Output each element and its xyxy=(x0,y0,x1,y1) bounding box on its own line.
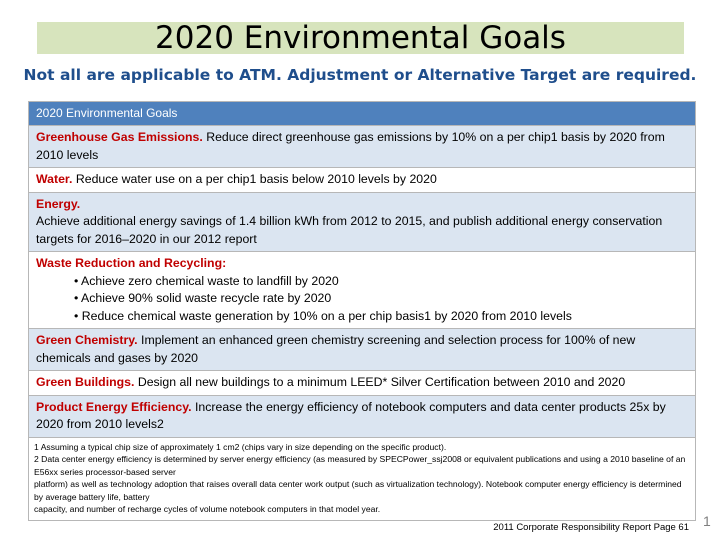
goal-bullet-list xyxy=(36,273,688,326)
goal-text: Reduce direct greenhouse gas emissions by 10% on a per chip1 basis by 2020 from 2010 levels xyxy=(36,130,665,162)
goal-row-energy xyxy=(29,192,695,252)
goal-label: Green Chemistry. xyxy=(36,333,138,347)
slide-title: 2020 Environmental Goals xyxy=(155,20,566,56)
goal-text: Increase the energy efficiency of notebook computers and data center products 25x by 2020 from 2010 levels2 xyxy=(36,399,666,431)
goal-row-greenhouse-gas xyxy=(29,125,695,167)
list-item: • Reduce chemical waste generation by 10% on a per chip basis1 by 2020 from 2010 levels xyxy=(74,308,572,323)
goal-row-waste-reduction xyxy=(29,251,695,328)
goal-row-green-chemistry xyxy=(29,328,695,370)
goal-label: Waste Reduction and Recycling: xyxy=(36,256,227,270)
table-header: 2020 Environmental Goals xyxy=(29,102,695,125)
title-band xyxy=(37,22,684,54)
footnote: platform) as well as technology adoption that raises overall data center work output (such as virtualization technology). Notebook computer energy efficiency is determined by average battery life, battery xyxy=(34,479,682,502)
goal-label: Product Energy Efficiency. xyxy=(36,399,192,414)
goal-row-water xyxy=(29,167,695,192)
list-item: • Achieve zero chemical waste to landfill by 2020 xyxy=(74,273,339,288)
footnotes xyxy=(29,437,695,521)
goal-row-green-buildings xyxy=(29,370,695,395)
slide-number: 1 xyxy=(703,513,711,529)
list-item: • Achieve 90% solid waste recycle rate by 2020 xyxy=(74,291,332,305)
footnote: capacity, and number of recharge cycles of volume notebook computers in that model year. xyxy=(34,504,381,515)
goal-text: Design all new buildings to a minimum LEED* Silver Certification between 2010 and 2020 xyxy=(137,375,626,389)
slide-subtitle: Not all are applicable to ATM. Adjustment or Alternative Target are required. xyxy=(23,66,697,84)
goal-label: Energy. xyxy=(36,196,81,211)
goal-label: Greenhouse Gas Emissions. xyxy=(36,130,203,144)
goal-text: Achieve additional energy savings of 1.4 billion kWh from 2012 to 2015, and publish additional energy conservation targets for 2016–2020 in our 2012 report xyxy=(36,214,663,246)
goal-text: Reduce water use on a per chip1 basis below 2010 levels by 2020 xyxy=(75,172,437,186)
footnote: 2 Data center energy efficiency is determined by server energy efficiency (as measured by SPECPower_ssj2008 or equivalent publications and using a 2010 baseline of an E56xx series processor-based server xyxy=(34,454,686,477)
goal-row-product-energy-efficiency xyxy=(29,395,695,437)
goals-table xyxy=(28,101,696,521)
footnote: 1 Assuming a typical chip size of approximately 1 cm2 (chips vary in size depending on the specific product). xyxy=(34,441,447,452)
goal-label: Water. xyxy=(36,172,73,186)
goal-text: Implement an enhanced green chemistry screening and selection process for 100% of new chemicals and gases by 2020 xyxy=(36,333,636,365)
goal-label: Green Buildings. xyxy=(36,375,135,389)
page-reference: 2011 Corporate Responsibility Report Page 61 xyxy=(493,522,689,533)
